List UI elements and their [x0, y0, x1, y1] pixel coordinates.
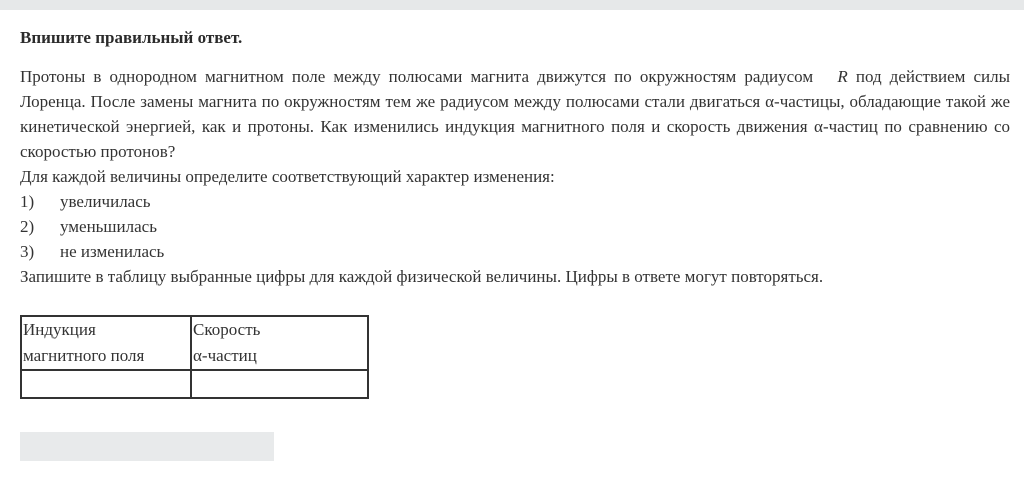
answer-input-induction[interactable] — [22, 372, 190, 396]
answer-cell-induction[interactable] — [21, 370, 191, 398]
header-line: Индукция — [23, 320, 96, 339]
option-number: 3) — [20, 242, 35, 261]
option-item — [20, 189, 1010, 214]
option-text: увеличилась — [60, 192, 151, 211]
option-number: 2) — [20, 217, 35, 236]
option-item — [20, 239, 1010, 264]
task-answer-instruction: Запишите в таблицу выбранные цифры для каждой физической величины. Цифры в ответе могут повторяться. — [20, 267, 824, 286]
submit-button-placeholder[interactable] — [20, 432, 274, 461]
task-problem-text — [20, 64, 1010, 164]
task-content — [20, 26, 1010, 289]
header-cell-speed — [191, 316, 368, 370]
top-strip — [0, 0, 1024, 10]
problem-text-part1: Протоны в однородном магнитном поле между полюсами магнита движутся по окружностям радиусом — [20, 67, 814, 86]
header-line: α-частиц — [193, 346, 257, 365]
option-text: не изменилась — [60, 242, 165, 261]
radius-variable: R — [837, 67, 848, 86]
answer-table-input-row — [21, 370, 368, 398]
answer-input-speed[interactable] — [192, 372, 367, 396]
problem-text-part2: под действием силы Лоренца. После замены магнита по окружностям тем же радиусом между полюсами стали двигаться α-частицы, обладающие такой же кинетической энергией, как и протоны. Как изменились индукция магнитного поля и скорость движения α-частиц по сравнению со скоростью протонов? — [20, 67, 1011, 161]
header-line: Скорость — [193, 320, 261, 339]
answer-table-header-row — [21, 316, 368, 370]
option-item — [20, 214, 1010, 239]
option-number: 1) — [20, 192, 35, 211]
header-cell-induction — [21, 316, 191, 370]
task-heading: Впишите правильный ответ. — [20, 28, 243, 47]
answer-table — [20, 315, 369, 399]
task-instruction: Для каждой величины определите соответствующий характер изменения: — [20, 167, 555, 186]
answer-cell-speed[interactable] — [191, 370, 368, 398]
option-text: уменьшилась — [60, 217, 157, 236]
header-line: магнитного поля — [23, 346, 145, 365]
